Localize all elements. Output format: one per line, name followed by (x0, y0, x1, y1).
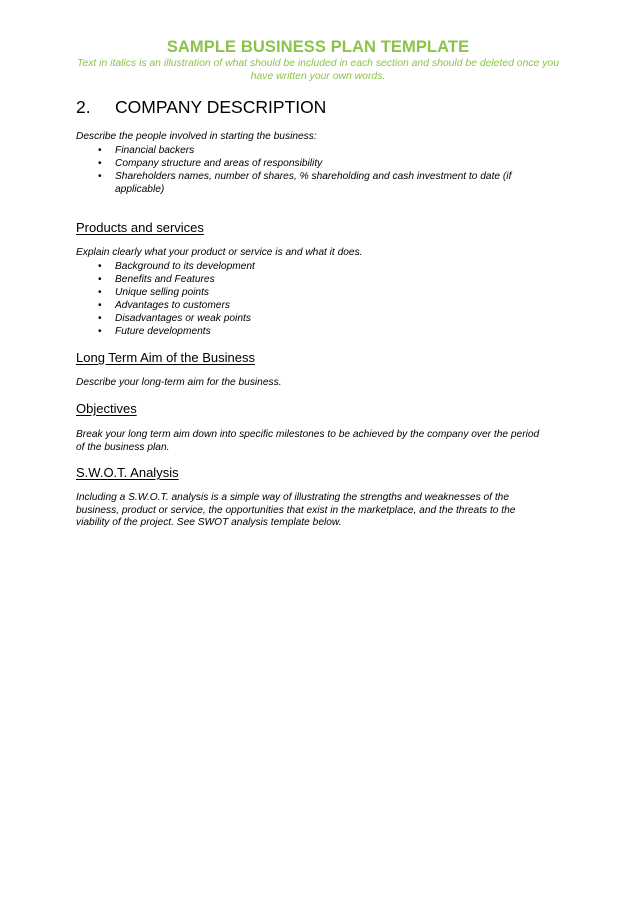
list-item: • Benefits and Features (98, 273, 215, 285)
company-bullet-list (76, 144, 556, 197)
swot-text: Including a S.W.O.T. analysis is a simple way of illustrating the strengths and weaknesses of the business, product or service, the opportunities that exist in the marketplace, and the threats to the viability of the project. See SWOT analysis template below. (76, 492, 516, 528)
products-intro-text: Explain clearly what your product or service is and what it does. (76, 247, 363, 258)
company-intro-text: Describe the people involved in starting the business: (76, 131, 317, 142)
section-number: 2. (76, 97, 91, 117)
list-item: • Company structure and areas of responsibility (98, 157, 323, 169)
list-item: • Shareholders names, number of shares, % shareholding and cash investment to date (if applicable) (98, 170, 512, 196)
swot-block (76, 492, 548, 530)
section-title: COMPANY DESCRIPTION (115, 97, 327, 117)
bullet-dot-icon: • (98, 170, 102, 182)
long-term-block (76, 377, 556, 390)
list-item: • Financial backers (98, 144, 195, 156)
swot-heading: S.W.O.T. Analysis (76, 465, 179, 480)
bullet-dot-icon: • (98, 299, 102, 311)
products-bullet-list (76, 260, 556, 338)
objectives-heading: Objectives (76, 401, 137, 416)
bullet-dot-icon: • (98, 157, 102, 169)
objectives-block (76, 429, 546, 454)
document-instructions: Text in italics is an illustration of what should be included in each section and should be deleted once you have written your own words. (77, 58, 559, 82)
bullet-dot-icon: • (98, 273, 102, 285)
bullet-dot-icon: • (98, 286, 102, 298)
list-item: • Future developments (98, 325, 211, 337)
list-item: • Background to its development (98, 260, 255, 272)
company-description-block (76, 131, 556, 196)
list-item: • Unique selling points (98, 286, 210, 298)
products-block (76, 247, 556, 338)
document-title: SAMPLE BUSINESS PLAN TEMPLATE (166, 38, 470, 56)
bullet-dot-icon: • (98, 325, 102, 337)
long-term-text: Describe your long-term aim for the business. (76, 377, 282, 388)
section-heading (76, 97, 326, 118)
bullet-dot-icon: • (98, 312, 102, 324)
list-item: • Disadvantages or weak points (98, 312, 251, 324)
bullet-dot-icon: • (98, 144, 102, 156)
products-heading: Products and services (76, 220, 204, 235)
long-term-heading: Long Term Aim of the Business (76, 350, 255, 365)
bullet-dot-icon: • (98, 260, 102, 272)
objectives-text: Break your long term aim down into specific milestones to be achieved by the company over the period of the business plan. (76, 429, 540, 453)
list-item: • Advantages to customers (98, 299, 230, 311)
